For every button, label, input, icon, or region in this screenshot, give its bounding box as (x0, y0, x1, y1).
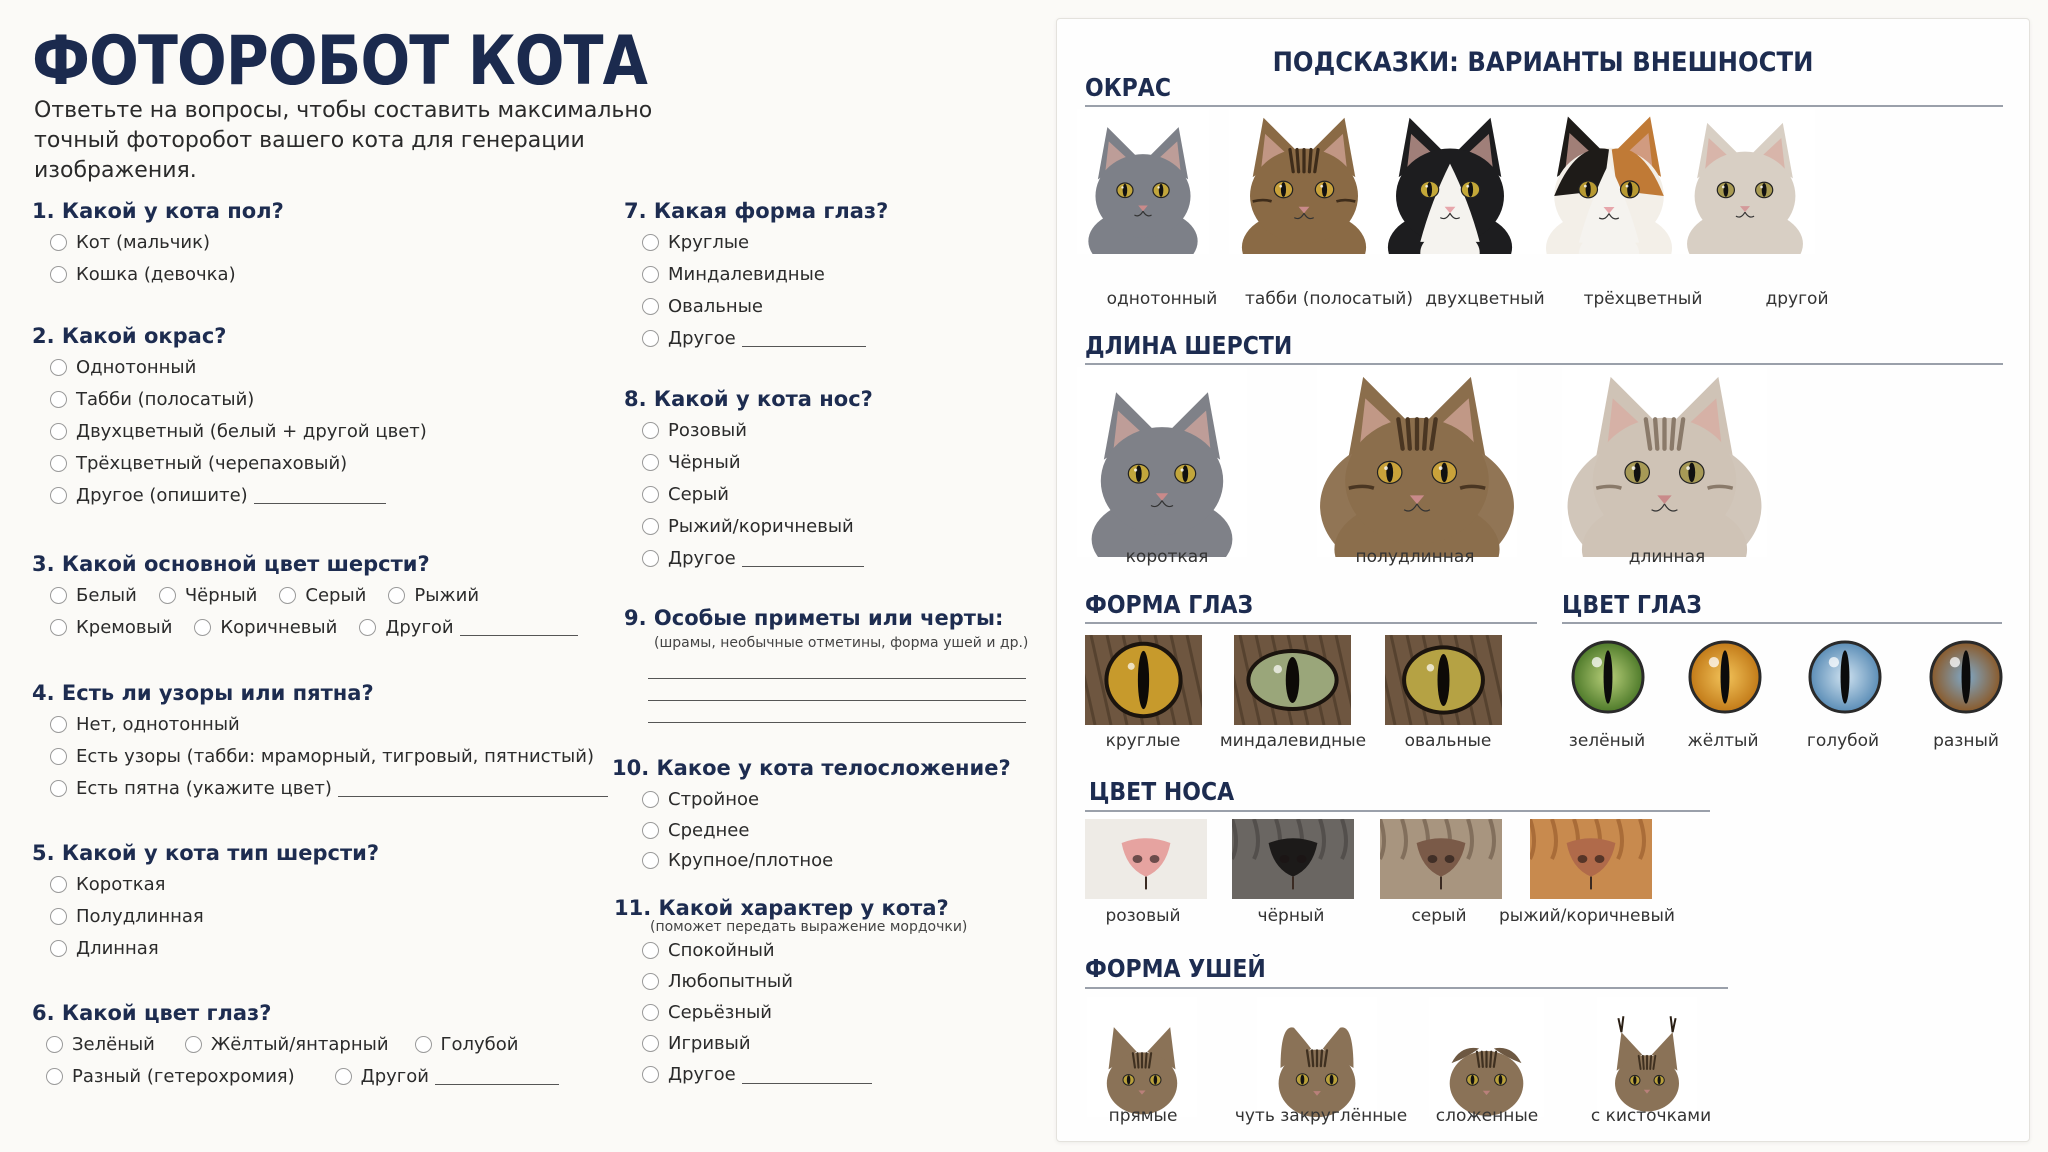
ear-image-2 (1429, 997, 1544, 1117)
question-5 (32, 838, 379, 964)
option-brown[interactable]: Коричневый (194, 611, 337, 643)
option-no-pattern[interactable]: Нет, однотонный (50, 708, 608, 740)
option-bicolor[interactable]: Двухцветный (белый + другой цвет) (50, 415, 427, 447)
radio-icon[interactable] (642, 454, 659, 471)
radio-icon[interactable] (50, 908, 67, 925)
answer-line[interactable] (648, 679, 1026, 701)
nose-caption: серый (1411, 906, 1467, 926)
radio-icon[interactable] (642, 1035, 659, 1052)
option-other[interactable]: Другое (642, 542, 873, 574)
option-round[interactable]: Круглые (642, 226, 888, 258)
option-long[interactable]: Длинная (50, 932, 379, 964)
question-6 (32, 998, 581, 1092)
option-spots[interactable]: Есть пятна (укажите цвет) (50, 772, 608, 804)
question-note: (шрамы, необычные отметины, форма ушей и др.) (654, 635, 1029, 651)
coat-caption: трёхцветный (1583, 289, 1703, 309)
fur-image-1 (1317, 367, 1517, 557)
option-black[interactable]: Чёрный (159, 579, 258, 611)
section-heading-nose: ЦВЕТ НОСА (1089, 777, 1235, 806)
section-heading-eye-shape: ФОРМА ГЛАЗ (1085, 590, 1254, 619)
ear-image-3 (1597, 997, 1697, 1117)
coat-image-2 (1375, 109, 1525, 254)
option-serious[interactable]: Серьёзный (642, 997, 967, 1028)
nose-image-3 (1530, 819, 1652, 899)
option-gray[interactable]: Серый (642, 478, 873, 510)
ear-caption: сложенные (1435, 1106, 1539, 1126)
nose-caption: розовый (1105, 906, 1181, 926)
radio-icon[interactable] (50, 423, 67, 440)
question-note: (поможет передать выражение мордочки) (650, 919, 968, 935)
option-black[interactable]: Чёрный (642, 446, 873, 478)
option-other[interactable]: Другое (опишите) (50, 479, 427, 511)
question-3 (32, 549, 600, 643)
fur-caption: короткая (1125, 547, 1209, 567)
radio-icon[interactable] (50, 359, 67, 376)
fill-in-blank[interactable] (742, 1066, 872, 1084)
radio-icon[interactable] (185, 1036, 202, 1053)
question-title: 2. Какой окрас? (32, 324, 227, 348)
radio-icon[interactable] (50, 234, 67, 251)
radio-icon[interactable] (415, 1036, 432, 1053)
section-heading-eye-color: ЦВЕТ ГЛАЗ (1562, 590, 1702, 619)
question-7 (624, 196, 888, 354)
option-calm[interactable]: Спокойный (642, 935, 967, 966)
eye-color-image-2 (1808, 640, 1882, 714)
question-11 (614, 893, 967, 1090)
question-8 (624, 384, 873, 574)
radio-icon[interactable] (50, 619, 67, 636)
fill-in-blank[interactable] (435, 1067, 559, 1085)
question-2 (32, 321, 427, 511)
coat-image-3 (1524, 109, 1694, 254)
fur-caption: длинная (1628, 547, 1706, 567)
eye-color-caption: голубой (1806, 731, 1880, 751)
option-almond[interactable]: Миндалевидные (642, 258, 888, 290)
option-other[interactable]: Другое (642, 1059, 967, 1090)
question-title: 6. Какой цвет глаз? (32, 1001, 272, 1025)
question-title: 9. Особые приметы или черты: (624, 606, 1004, 630)
option-red[interactable]: Рыжий (388, 579, 479, 611)
fill-in-blank[interactable] (254, 486, 386, 504)
page-title: ФОТОРОБОТ КОТА (32, 22, 648, 101)
option-curious[interactable]: Любопытный (642, 966, 967, 997)
radio-icon[interactable] (50, 716, 67, 733)
nose-image-2 (1380, 819, 1502, 899)
option-other[interactable]: Другой (335, 1060, 559, 1092)
question-10 (612, 753, 1011, 875)
radio-icon[interactable] (642, 234, 659, 251)
eye-color-image-3 (1929, 640, 2003, 714)
radio-icon[interactable] (642, 852, 659, 869)
nose-image-0 (1085, 819, 1207, 899)
option-solid[interactable]: Однотонный (50, 351, 427, 383)
nose-image-1 (1232, 819, 1354, 899)
ear-image-1 (1257, 997, 1377, 1117)
question-4 (32, 678, 608, 804)
option-medium[interactable]: Полудлинная (50, 900, 379, 932)
coat-image-4 (1675, 109, 1815, 254)
radio-icon[interactable] (642, 298, 659, 315)
radio-icon[interactable] (642, 791, 659, 808)
option-gray[interactable]: Серый (279, 579, 366, 611)
eye-color-image-1 (1688, 640, 1762, 714)
eye-shape-image-0 (1085, 635, 1202, 725)
radio-icon[interactable] (279, 587, 296, 604)
coat-caption: двухцветный (1425, 289, 1545, 309)
option-blue[interactable]: Голубой (415, 1028, 519, 1060)
option-male[interactable]: Кот (мальчик) (50, 226, 284, 258)
option-heterochromia[interactable]: Разный (гетерохромия) (46, 1060, 295, 1092)
ear-image-0 (1087, 997, 1197, 1117)
option-other[interactable]: Другое (642, 322, 888, 354)
radio-icon[interactable] (335, 1068, 352, 1085)
radio-icon[interactable] (50, 391, 67, 408)
radio-icon[interactable] (50, 876, 67, 893)
eye-color-caption: разный (1933, 731, 1999, 751)
hints-title: ПОДСКАЗКИ: ВАРИАНТЫ ВНЕШНОСТИ (1272, 47, 1814, 78)
coat-caption: другой (1765, 289, 1829, 309)
radio-icon[interactable] (388, 587, 405, 604)
answer-line[interactable] (648, 657, 1026, 679)
radio-icon[interactable] (642, 518, 659, 535)
divider (1085, 810, 1710, 812)
radio-icon[interactable] (159, 587, 176, 604)
coat-caption: табби (полосатый) (1245, 289, 1413, 309)
option-short[interactable]: Короткая (50, 868, 379, 900)
section-heading-fur: ДЛИНА ШЕРСТИ (1085, 331, 1293, 360)
radio-icon[interactable] (642, 1004, 659, 1021)
eye-color-image-0 (1571, 640, 1645, 714)
question-9 (624, 603, 1028, 723)
fill-in-blank[interactable] (338, 779, 608, 797)
nose-caption: рыжий/коричневый (1499, 906, 1675, 926)
option-green[interactable]: Зелёный (46, 1028, 155, 1060)
option-pattern[interactable]: Есть узоры (табби: мраморный, тигровый, пятнистый) (50, 740, 608, 772)
section-heading-coat: ОКРАС (1085, 73, 1171, 102)
radio-icon[interactable] (50, 780, 67, 797)
option-oval[interactable]: Овальные (642, 290, 888, 322)
radio-icon[interactable] (642, 942, 659, 959)
option-slim[interactable]: Стройное (642, 783, 1011, 815)
eye-shape-image-1 (1234, 635, 1351, 725)
option-tricolor[interactable]: Трёхцветный (черепаховый) (50, 447, 427, 479)
radio-icon[interactable] (642, 486, 659, 503)
option-female[interactable]: Кошка (девочка) (50, 258, 284, 290)
fur-image-0 (1077, 367, 1247, 557)
divider (1085, 622, 1537, 624)
radio-icon[interactable] (642, 422, 659, 439)
question-title: 10. Какое у кота телосложение? (612, 756, 1011, 780)
coat-image-1 (1229, 109, 1379, 254)
ear-caption: чуть закруглённые (1234, 1106, 1408, 1126)
radio-icon[interactable] (642, 1066, 659, 1083)
ear-caption: прямые (1108, 1106, 1178, 1126)
coat-image-0 (1077, 109, 1209, 254)
eye-color-caption: жёлтый (1687, 731, 1759, 751)
radio-icon[interactable] (50, 487, 67, 504)
radio-icon[interactable] (46, 1036, 63, 1053)
radio-icon[interactable] (50, 266, 67, 283)
radio-icon[interactable] (50, 587, 67, 604)
page-subtitle: Ответьте на вопросы, чтобы составить максимально точный фоторобот вашего кота для генерации изображения. (34, 98, 653, 183)
option-pink[interactable]: Розовый (642, 414, 873, 446)
option-cream[interactable]: Кремовый (50, 611, 172, 643)
divider (1085, 363, 2003, 365)
radio-icon[interactable] (194, 619, 211, 636)
radio-icon[interactable] (50, 455, 67, 472)
radio-icon[interactable] (642, 266, 659, 283)
radio-icon[interactable] (642, 550, 659, 567)
radio-icon[interactable] (359, 619, 376, 636)
coat-caption: однотонный (1106, 289, 1218, 309)
fill-in-blank[interactable] (460, 618, 578, 636)
option-medium[interactable]: Среднее (642, 815, 1011, 845)
radio-icon[interactable] (46, 1068, 63, 1085)
divider (1085, 105, 2003, 107)
eye-shape-caption: овальные (1404, 731, 1492, 751)
eye-shape-image-2 (1385, 635, 1502, 725)
eye-color-caption: зелёный (1568, 731, 1646, 751)
divider (1562, 622, 2002, 624)
option-yellow[interactable]: Жёлтый/янтарный (185, 1028, 389, 1060)
question-1 (32, 196, 284, 290)
option-playful[interactable]: Игривый (642, 1028, 967, 1059)
radio-icon[interactable] (642, 822, 659, 839)
question-title: 4. Есть ли узоры или пятна? (32, 681, 374, 705)
option-tabby[interactable]: Табби (полосатый) (50, 383, 427, 415)
question-title: 7. Какая форма глаз? (624, 199, 889, 223)
fill-in-blank[interactable] (742, 329, 866, 347)
nose-caption: чёрный (1257, 906, 1325, 926)
eye-shape-caption: круглые (1105, 731, 1181, 751)
option-white[interactable]: Белый (50, 579, 137, 611)
question-title: 5. Какой у кота тип шерсти? (32, 841, 380, 865)
fill-in-blank[interactable] (742, 549, 864, 567)
divider (1085, 987, 1728, 989)
hints-panel (1056, 18, 2030, 1142)
question-title: 3. Какой основной цвет шерсти? (32, 552, 430, 576)
question-title: 8. Какой у кота нос? (624, 387, 873, 411)
section-heading-ears: ФОРМА УШЕЙ (1085, 954, 1266, 983)
radio-icon[interactable] (50, 940, 67, 957)
fur-image-2 (1562, 367, 1767, 557)
question-title: 1. Какой у кота пол? (32, 199, 284, 223)
option-other[interactable]: Другой (359, 611, 577, 643)
radio-icon[interactable] (50, 748, 67, 765)
radio-icon[interactable] (642, 973, 659, 990)
ear-caption: с кисточками (1590, 1106, 1712, 1126)
answer-line[interactable] (648, 701, 1026, 723)
eye-shape-caption: миндалевидные (1219, 731, 1367, 751)
option-brown[interactable]: Рыжий/коричневый (642, 510, 873, 542)
fur-caption: полудлинная (1355, 547, 1475, 567)
question-title: 11. Какой характер у кота? (614, 896, 949, 920)
option-large[interactable]: Крупное/плотное (642, 845, 1011, 875)
radio-icon[interactable] (642, 330, 659, 347)
